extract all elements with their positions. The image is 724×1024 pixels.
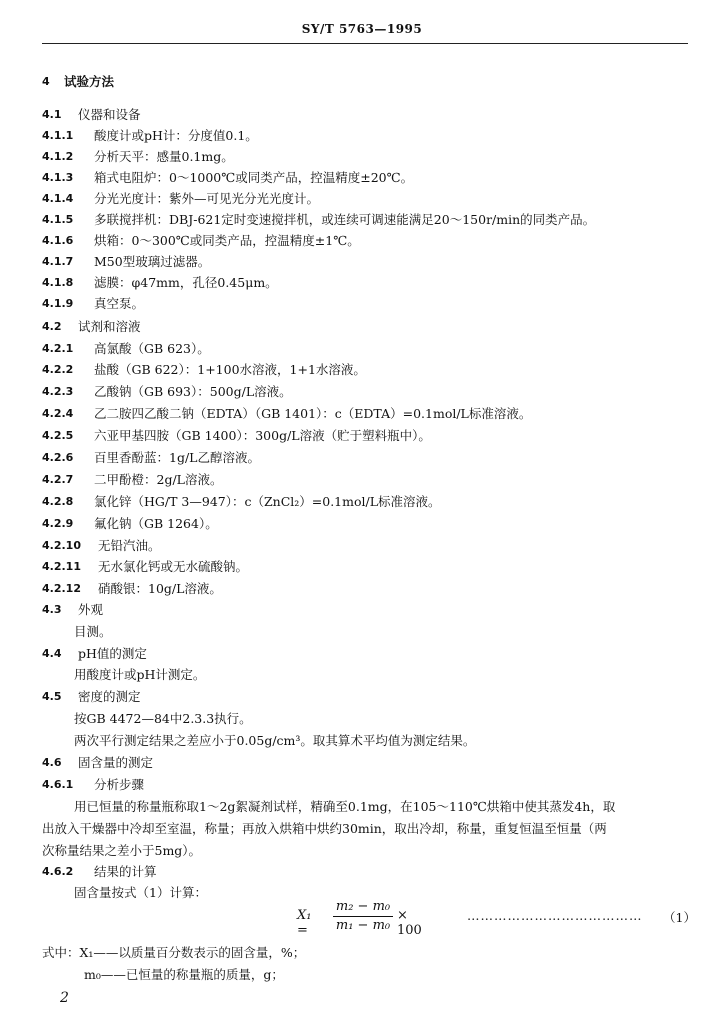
paragraph: 出放入干燥器中冷却至室温，称量；再放入烘箱中烘约30min，取出冷却，称量，重复恒温至恒量（两 (42, 821, 607, 836)
item-number: 4.1.5 (42, 213, 74, 226)
equation-lhs: X₁ = (297, 908, 312, 938)
item-text: 分光光度计：紫外—可见光分光光度计。 (94, 191, 320, 206)
paragraph: 固含量按式（1）计算： (74, 885, 207, 900)
item-text: 乙酸钠（GB 693）：500g/L溶液。 (94, 384, 292, 399)
item-text: 六亚甲基四胺（GB 1400）：300g/L溶液（贮于塑料瓶中）。 (94, 428, 431, 443)
item-text: 烘箱：0～300℃或同类产品，控温精度±1℃。 (94, 233, 360, 248)
item-text: 百里香酚蓝：1g/L乙醇溶液。 (94, 450, 260, 465)
item-number: 4.1.1 (42, 129, 74, 142)
item-text: 滤膜：φ47mm，孔径0.45μm。 (94, 275, 278, 290)
variable-definition: m₀——已恒量的称量瓶的质量，g； (84, 967, 284, 982)
section-title: 试验方法 (64, 74, 115, 89)
item-text: 箱式电阻炉：0～1000℃或同类产品，控温精度±20℃。 (94, 170, 414, 185)
header-rule (42, 43, 688, 44)
subsection-title: 固含量的测定 (78, 755, 154, 770)
subsection-number: 4.6.2 (42, 865, 74, 878)
subsection-title: 外观 (78, 602, 104, 617)
subsection-number: 4.4 (42, 647, 62, 660)
item-number: 4.1.3 (42, 171, 74, 184)
equation-multiplier: × 100 (397, 908, 422, 938)
item-text: 二甲酚橙：2g/L溶液。 (94, 472, 223, 487)
paragraph: 用已恒量的称量瓶称取1～2g絮凝剂试样，精确至0.1mg，在105～110℃烘箱中使其蒸发4h，取 (74, 799, 616, 814)
item-text: 多联搅拌机：DBJ-621定时变速搅拌机，或连续可调速能满足20～150r/min的同类产品。 (94, 212, 596, 227)
equation-numerator: m₂ − m₀ (333, 898, 393, 917)
subsection-title: 结果的计算 (94, 864, 157, 879)
item-number: 4.2.5 (42, 429, 74, 442)
subsection-title: 分析步骤 (94, 777, 145, 792)
equation-fraction (333, 898, 393, 935)
paragraph: 次称量结果之差小于5mg）。 (42, 843, 202, 858)
item-number: 4.2.1 (42, 342, 74, 355)
subsection-number: 4.1 (42, 108, 62, 121)
item-number: 4.1.6 (42, 234, 74, 247)
variable-definition: 式中：X₁——以质量百分数表示的固含量，%； (42, 945, 306, 960)
item-number: 4.1.2 (42, 150, 74, 163)
subsection-number: 4.6.1 (42, 778, 74, 791)
subsection-number: 4.5 (42, 690, 62, 703)
subsection-number: 4.6 (42, 756, 62, 769)
item-text: 氟化钠（GB 1264）。 (94, 516, 218, 531)
section-number: 4 (42, 75, 50, 88)
page-number: 2 (60, 990, 69, 1006)
item-text: 氯化锌（HG/T 3—947）：c（ZnCl₂）=0.1mol/L标准溶液。 (94, 494, 441, 509)
item-number: 4.2.2 (42, 363, 74, 376)
item-number: 4.2.4 (42, 407, 74, 420)
item-number: 4.1.8 (42, 276, 74, 289)
subsection-number: 4.2 (42, 320, 62, 333)
item-text: M50型玻璃过滤器。 (94, 254, 211, 269)
subsection-title: pH值的测定 (78, 646, 147, 661)
equation-denominator: m₁ − m₀ (335, 918, 391, 933)
paragraph: 目测。 (74, 624, 112, 639)
item-text: 乙二胺四乙酸二钠（EDTA）（GB 1401）：c（EDTA）=0.1mol/L标准溶液。 (94, 406, 532, 421)
item-number: 4.2.12 (42, 582, 81, 595)
item-number: 4.2.7 (42, 473, 74, 486)
item-number: 4.1.4 (42, 192, 74, 205)
item-text: 盐酸（GB 622）：1+100水溶液，1+1水溶液。 (94, 362, 366, 377)
page-header: SY/T 5763—1995 (301, 22, 423, 36)
item-text: 无水氯化钙或无水硫酸钠。 (98, 559, 249, 574)
equation-leaders: ………………………………… (467, 908, 643, 923)
item-text: 酸度计或pH计：分度值0.1。 (94, 128, 258, 143)
paragraph: 用酸度计或pH计测定。 (74, 667, 206, 682)
paragraph: 两次平行测定结果之差应小于0.05g/cm³。取其算术平均值为测定结果。 (74, 733, 476, 748)
item-text: 无铅汽油。 (98, 538, 161, 553)
item-number: 4.2.3 (42, 385, 74, 398)
item-number: 4.1.7 (42, 255, 74, 268)
subsection-title: 仪器和设备 (78, 107, 141, 122)
item-text: 硝酸银：10g/L溶液。 (98, 581, 222, 596)
paragraph: 按GB 4472—84中2.3.3执行。 (74, 711, 252, 726)
subsection-number: 4.3 (42, 603, 62, 616)
item-number: 4.2.11 (42, 560, 81, 573)
item-number: 4.2.10 (42, 539, 81, 552)
item-number: 4.2.9 (42, 517, 74, 530)
item-text: 分析天平：感量0.1mg。 (94, 149, 234, 164)
equation-number: （1） (663, 910, 696, 925)
item-number: 4.2.6 (42, 451, 74, 464)
subsection-title: 试剂和溶液 (78, 319, 141, 334)
item-number: 4.1.9 (42, 297, 74, 310)
item-text: 高氯酸（GB 623）。 (94, 341, 210, 356)
item-text: 真空泵。 (94, 296, 145, 311)
subsection-title: 密度的测定 (78, 689, 141, 704)
item-number: 4.2.8 (42, 495, 74, 508)
